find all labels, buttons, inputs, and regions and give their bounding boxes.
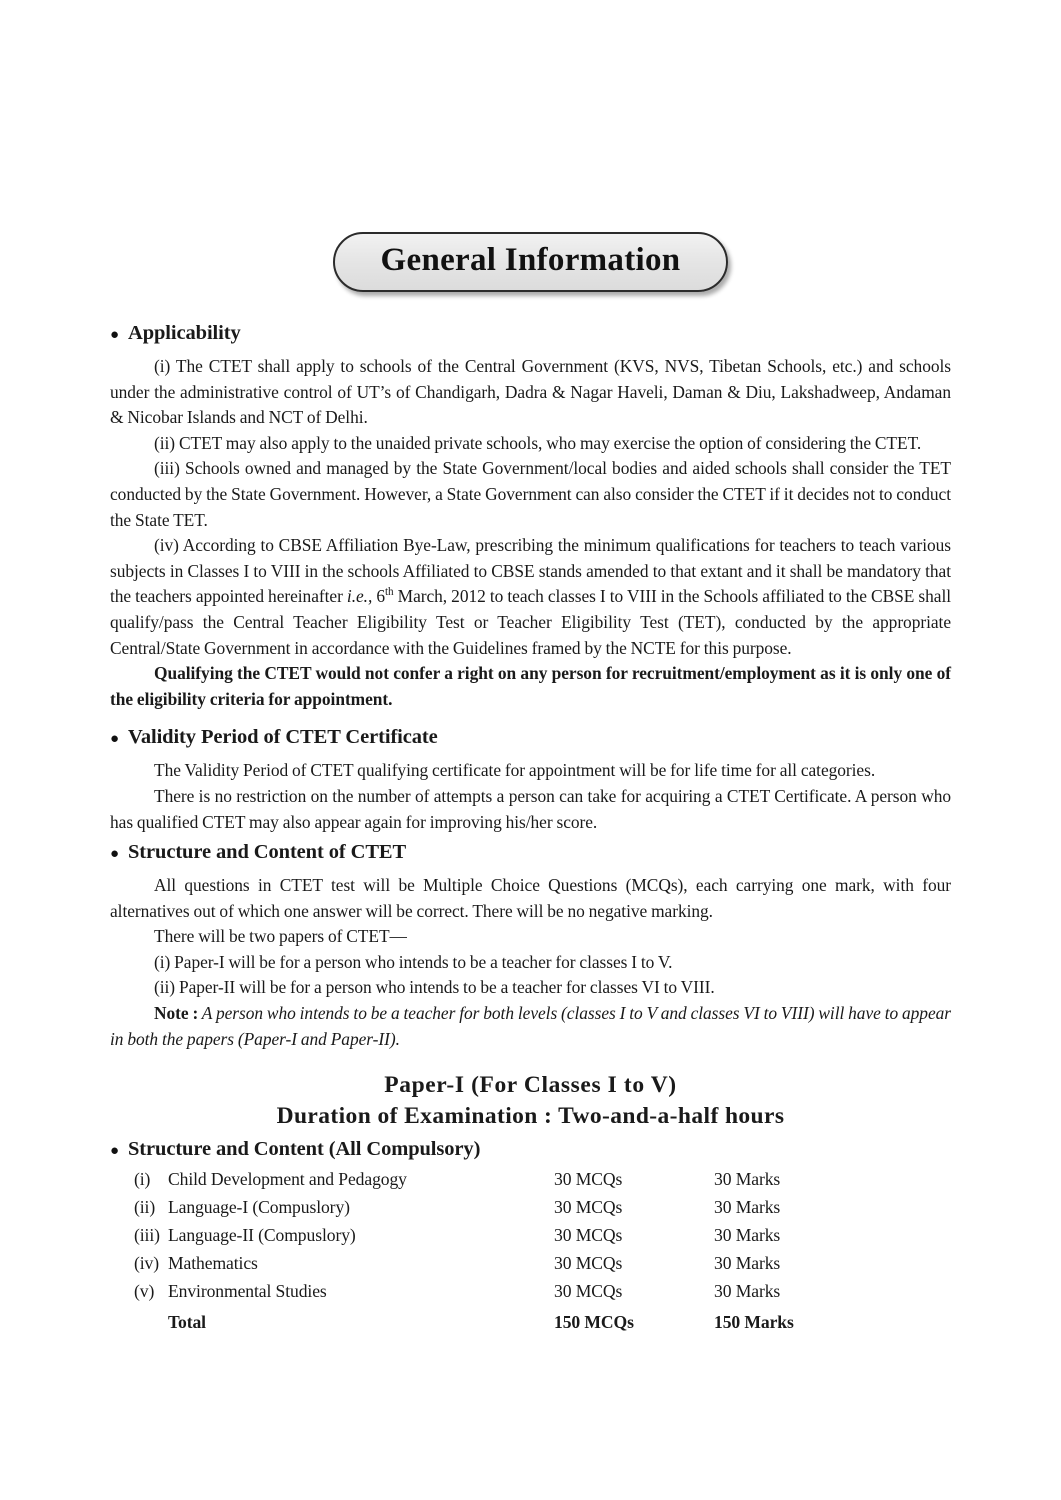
table-row-total: [134, 1307, 874, 1338]
row-subject: Mathematics: [168, 1253, 258, 1274]
paragraph-structure-1: All questions in CTET test will be Multiple Choice Questions (MCQs), each carrying one mark, with four alternatives out of which one answer will be correct. There will be no negative marking.: [110, 875, 951, 921]
paragraph-validity-1: The Validity Period of CTET qualifying certificate for appointment will be for life time for all categories.: [154, 760, 876, 781]
section-heading-label: Structure and Content (All Compulsory): [128, 1138, 481, 1161]
paragraph-applicability-iv-part2: 6: [372, 586, 385, 607]
section-heading-label: Structure and Content of CTET: [128, 841, 407, 864]
page-title-banner: [0, 232, 1061, 292]
bullet-icon: ●: [110, 1143, 119, 1160]
section-heading-applicability: [110, 322, 951, 345]
paragraph-qualifying-note: Qualifying the CTET would not confer a right on any person for recruitment/employment as it is only one of the eligibility criteria for appointment.: [110, 663, 951, 709]
table-row: [134, 1167, 874, 1195]
row-subject: Language-II (Compuslory): [168, 1225, 356, 1246]
total-label: Total: [168, 1312, 206, 1333]
row-mcqs: 30 MCQs: [554, 1281, 623, 1302]
section-heading-structure-content: [110, 1138, 951, 1161]
section-heading-label: Validity Period of CTET Certificate: [128, 726, 438, 749]
section-heading-structure-ctet: [110, 841, 951, 864]
paragraph-structure-paper-i: (i) Paper-I will be for a person who intends to be a teacher for classes I to V.: [154, 951, 673, 972]
table-row: [134, 1223, 874, 1251]
bullet-icon: ●: [110, 731, 119, 748]
row-marks: 30 Marks: [714, 1281, 781, 1302]
bullet-icon: ●: [110, 327, 119, 343]
paragraph-applicability-iv-part3: March, 2012 to teach classes I to VIII in the Schools affiliated to the CBSE shall qualify/pass the Central Teacher Eligibility Test or Teacher Eligibility Test (TET), conducted by the appropriate Central/State Government in accordance with the Guidelines framed by the NCTE for this purpose.: [110, 586, 952, 658]
row-subject: Child Development and Pedagogy: [168, 1169, 407, 1190]
row-number: (ii): [134, 1197, 156, 1218]
row-marks: 30 Marks: [714, 1225, 781, 1246]
paragraph-structure-2: There will be two papers of CTET—: [154, 926, 407, 947]
page-title: General Information: [380, 242, 681, 278]
row-marks: 30 Marks: [714, 1197, 781, 1218]
document-body: [110, 322, 951, 1338]
table-body: [134, 1167, 874, 1338]
row-mcqs: 30 MCQs: [554, 1225, 623, 1246]
section-heading-validity: [110, 726, 951, 749]
paper-one-duration: Duration of Examination : Two-and-a-half hours: [276, 1103, 785, 1130]
row-mcqs: 30 MCQs: [554, 1169, 623, 1190]
paragraph-applicability-iv: [110, 533, 951, 661]
title-box: [333, 232, 729, 292]
table-row: [134, 1195, 874, 1223]
total-marks: 150 Marks: [714, 1312, 794, 1333]
row-marks: 30 Marks: [714, 1253, 781, 1274]
row-mcqs: 30 MCQs: [554, 1253, 623, 1274]
paragraph-applicability-iii: (iii) Schools owned and managed by the State Government/local bodies and aided schools shall consider the TET conducted by the State Government. However, a State Government can also consider the CTET if it decides not to conduct the State TET.: [110, 458, 951, 530]
row-number: (i): [134, 1169, 151, 1190]
paragraph-structure-paper-ii: (ii) Paper-II will be for a person who intends to be a teacher for classes VI to VIII.: [154, 977, 715, 998]
row-marks: 30 Marks: [714, 1169, 781, 1190]
row-subject: Language-I (Compuslory): [168, 1197, 350, 1218]
row-number: (iii): [134, 1225, 160, 1246]
row-subject: Environmental Studies: [168, 1281, 327, 1302]
row-mcqs: 30 MCQs: [554, 1197, 623, 1218]
table-row: [134, 1251, 874, 1279]
paragraph-structure-note: [110, 1001, 951, 1052]
paper-one-title: Paper-I (For Classes I to V): [384, 1072, 677, 1099]
note-text: A person who intends to be a teacher for both levels (classes I to V and classes VI to VIII) will have to appear in both the papers (Paper-I and Paper-II).: [110, 1003, 951, 1049]
table-row: [134, 1279, 874, 1307]
paragraph-validity-2: There is no restriction on the number of attempts a person can take for acquiring a CTET Certificate. A person who has qualified CTET may also appear again for improving his/her score.: [110, 785, 951, 832]
paragraph-applicability-ii: (ii) CTET may also apply to the unaided private schools, who may exercise the option of considering the CTET.: [154, 432, 922, 453]
paragraph-applicability-i: (i) The CTET shall apply to schools of the Central Government (KVS, NVS, Tibetan Schools, etc.) and schools under the administrative control of UT’s of Chandigarh, Dadra & Nagar Haveli, Daman & Diu, Lakshadweep, Andaman & Nicobar Islands and NCT of Delhi.: [110, 356, 951, 428]
paragraph-applicability-iv-ordinal: th: [385, 586, 394, 599]
paragraph-applicability-iv-ie: i.e.,: [346, 586, 373, 607]
bullet-icon: ●: [110, 846, 119, 863]
paragraph-applicability-iv-part1: (iv) According to CBSE Affiliation Bye-Law, prescribing the minimum qualifications for teachers to teach various subjects in Classes I to VIII in the schools Affiliated to CBSE stands amended to that extant and it shall be mandatory that the teachers appointed hereinafter: [110, 535, 951, 607]
paper-one-headings: [110, 1070, 951, 1132]
total-number: [134, 1307, 168, 1338]
section-heading-label: Applicability: [128, 322, 241, 344]
row-number: (iv): [134, 1253, 160, 1274]
structure-content-table: [134, 1167, 874, 1338]
note-label: Note :: [154, 1003, 199, 1024]
row-number: (v): [134, 1281, 155, 1302]
total-mcqs: 150 MCQs: [554, 1312, 634, 1333]
